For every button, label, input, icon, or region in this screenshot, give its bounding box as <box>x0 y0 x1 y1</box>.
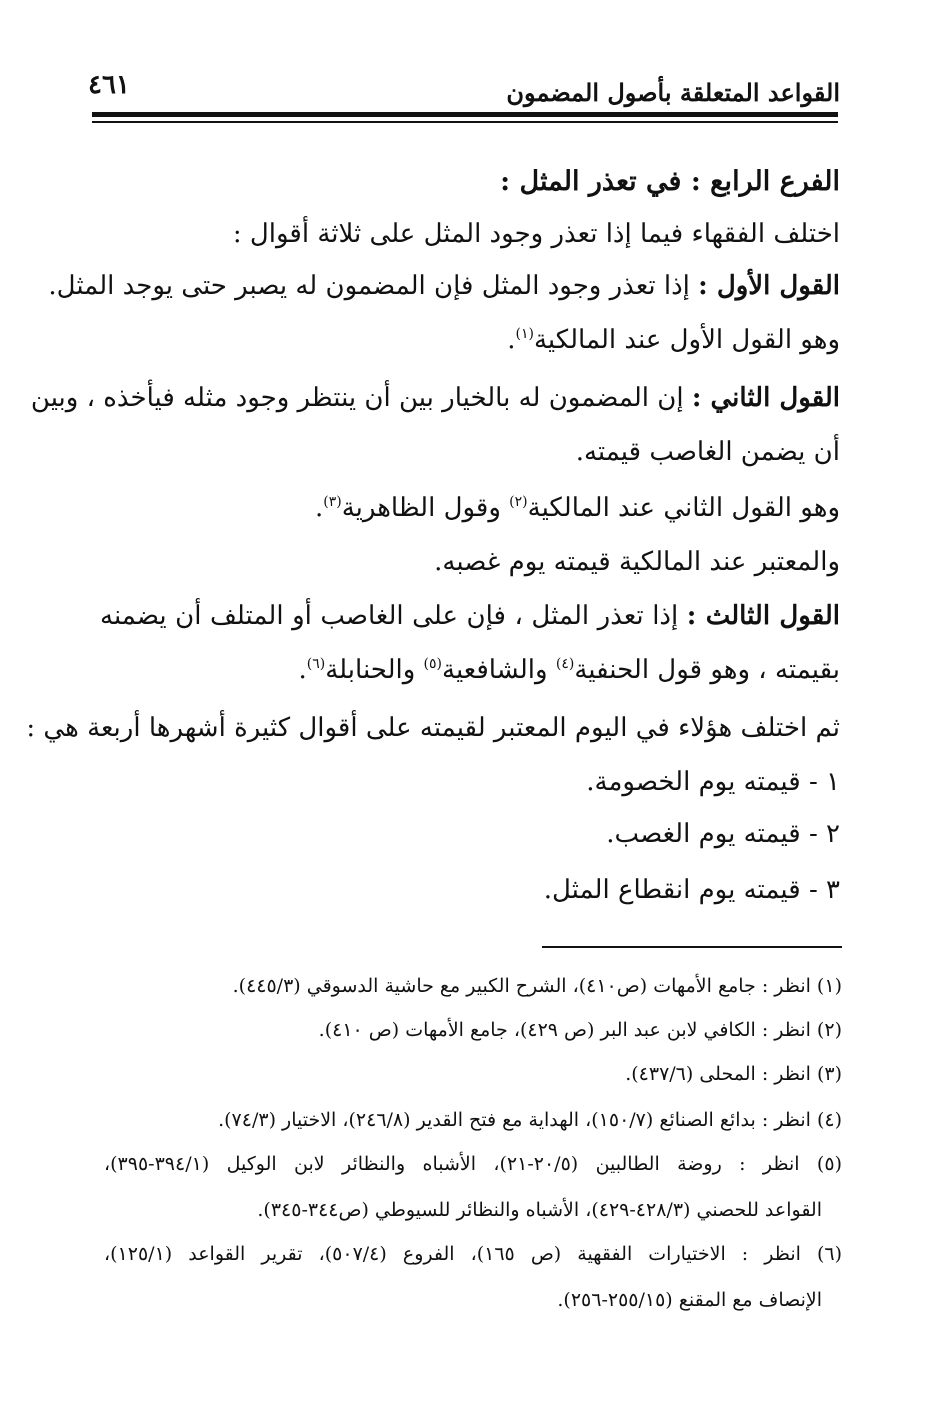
list-item: ٣ - قيمته يوم انقطاع المثل. <box>543 875 840 905</box>
opinion-3-text-a: إذا تعذر المثل ، فإن على الغاصب أو المتلف أن يضمنه <box>100 601 679 631</box>
footnote-2: (٢) انظر : الكافي لابن عبد البر (ص ٤٢٩)، جامع الأمهات (ص ٤١٠). <box>318 1019 842 1041</box>
maliki-valuation: والمعتبر عند المالكية قيمته يوم غصبه. <box>434 547 840 577</box>
opinion-2-label: القول الثاني : <box>691 383 840 413</box>
opinion-2-note <box>315 488 840 528</box>
opinion-2-note-end: . <box>314 493 324 523</box>
footnote-separator <box>542 946 842 948</box>
footnote-6: (٦) انظر : الاختيارات الفقهية (ص ١٦٥)، الفروع (٥٠٧/٤)، تقرير القواعد (١٢٥/١)، <box>104 1243 842 1265</box>
intro-paragraph: اختلف الفقهاء فيما إذا تعذر وجود المثل على ثلاثة أقوال : <box>232 219 840 249</box>
opinion-3-text-b: بقيمته ، وهو قول الحنفية <box>574 655 840 685</box>
opinion-3-continued <box>299 650 841 690</box>
opinion-2-note-a: وهو القول الثاني عند المالكية <box>527 493 840 523</box>
valuation-day-intro: ثم اختلف هؤلاء في اليوم المعتبر لقيمته على أقوال كثيرة أشهرها أربعة هي : <box>26 713 840 743</box>
footnote-5: (٥) انظر : روضة الطالبين (٢٠/٥-٢١)، الأشباه والنظائر لابن الوكيل (٣٩٤/١-٣٩٥)، <box>104 1153 842 1175</box>
footnote-ref-5: (٥) <box>423 656 443 672</box>
opinion-2 <box>30 378 840 418</box>
footnote-ref-3: (٣) <box>323 494 342 510</box>
list-item: ١ - قيمته يوم الخصومة. <box>586 767 840 797</box>
opinion-1-note-text: وهو القول الأول عند المالكية <box>533 325 840 355</box>
opinion-3-end: . <box>298 655 307 685</box>
opinion-1-label: القول الأول : <box>698 271 840 301</box>
header-rule-thick <box>92 112 838 117</box>
footnote-1: (١) انظر : جامع الأمهات (ص٤١٠)، الشرح الكبير مع حاشية الدسوقي (٤٤٥/٣). <box>232 975 842 997</box>
opinion-2-text-a: إن المضمون له بالخيار بين أن ينتظر وجود مثله فيأخذه ، وبين <box>30 383 684 413</box>
footnote-ref-4: (٤) <box>555 656 575 672</box>
opinion-1 <box>48 266 840 306</box>
footnote-3: (٣) انظر : المحلى (٤٣٧/٦). <box>625 1063 842 1085</box>
opinion-2-note-b: وقول الظاهرية <box>341 493 510 523</box>
footnote-4: (٤) انظر : بدائع الصنائع (١٥٠/٧)، الهداية مع فتح القدير (٢٤٦/٨)، الاختيار (٧٤/٣). <box>218 1109 842 1131</box>
footnote-6-continued: الإنصاف مع المقنع (٢٥٥/١٥-٢٥٦). <box>557 1289 822 1311</box>
footnote-ref-2: (٢) <box>509 494 528 510</box>
header-rule-thin <box>92 121 838 123</box>
footnote-ref-1: (١) <box>515 326 534 342</box>
footnote-ref-6: (٦) <box>306 656 326 672</box>
page-number: ٤٦١ <box>88 70 130 100</box>
opinion-3 <box>100 596 840 636</box>
opinion-3-text-d: والحنابلة <box>325 655 424 685</box>
running-title: القواعد المتعلقة بأصول المضمون <box>506 78 840 107</box>
opinion-1-note: وهو القول الأول عند المالكية$^{(١)}$. <box>507 325 840 355</box>
opinion-2-continued: أن يضمن الغاصب قيمته. <box>575 437 840 467</box>
list-item: ٢ - قيمته يوم الغصب. <box>606 819 840 849</box>
opinion-3-text-c: والشافعية <box>442 655 556 685</box>
opinion-1-text: إذا تعذر وجود المثل فإن المضمون له يصبر حتى يوجد المثل. <box>48 271 690 301</box>
footnote-5-continued: القواعد للحصني (٤٢٨/٣-٤٢٩)، الأشباه والنظائر للسيوطي (ص٣٤٤-٣٤٥). <box>257 1199 822 1221</box>
section-heading: الفرع الرابع : في تعذر المثل : <box>500 166 840 197</box>
opinion-3-label: القول الثالث : <box>686 601 841 631</box>
